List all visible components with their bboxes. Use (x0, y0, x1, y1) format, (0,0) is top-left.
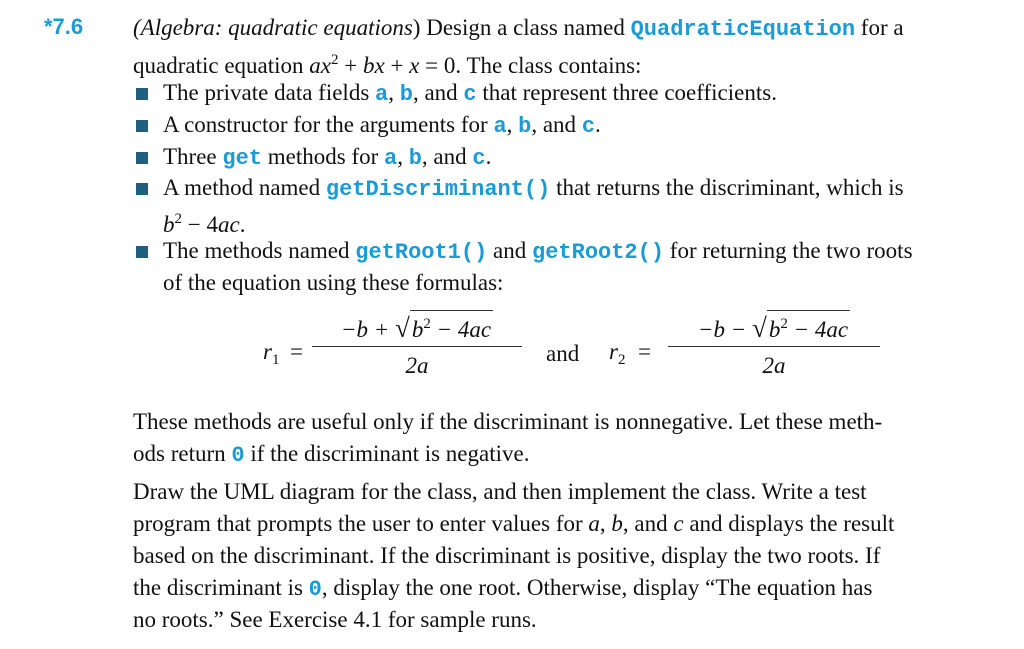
text-segment: b (163, 212, 175, 237)
text-segment: A constructor for the arguments for (163, 112, 494, 137)
text-segment: and displays the result (683, 511, 895, 536)
text-segment: ) Design a class named (412, 15, 631, 40)
text-segment: x (409, 53, 420, 78)
text-segment: for returning the two roots (664, 238, 913, 263)
text-line (133, 46, 641, 80)
text-segment: ods return (133, 441, 232, 466)
r2-equals: = (638, 339, 651, 364)
code-term: b (399, 82, 413, 107)
text-segment: for a (855, 15, 904, 40)
bullet-icon (136, 152, 148, 164)
bullet-item (163, 79, 777, 109)
text-segment: c (673, 511, 684, 536)
text-segment: − 4 (182, 212, 218, 237)
text-segment: (Algebra: quadratic equations (133, 15, 413, 40)
code-term: b (518, 114, 532, 139)
text-line (133, 440, 529, 470)
text-segment: the discriminant is (133, 575, 309, 600)
text-segment: b (611, 511, 623, 536)
bullet-item (163, 174, 904, 204)
code-term: getRoot1() (355, 240, 488, 265)
text-segment: quadratic equation (133, 53, 310, 78)
bullet-icon (136, 120, 148, 132)
code-term: QuadraticEquation (630, 17, 856, 42)
text-segment: , and (421, 144, 473, 169)
text-segment: that returns the discriminant, which is (550, 175, 904, 200)
text-segment: + (384, 53, 410, 78)
code-term: c (463, 82, 477, 107)
code-term: a (384, 146, 398, 171)
text-segment: , and (622, 511, 674, 536)
r1-equals: = (290, 339, 303, 364)
r2-label: $r_2$ (609, 339, 626, 368)
text-line (133, 478, 867, 506)
text-line (133, 14, 904, 44)
exercise-number: *7.6 (44, 14, 84, 39)
text-segment: based on the discriminant. If the discriminant is positive, display the two roots. If (133, 543, 881, 568)
r1-label: $r_1$ (263, 339, 280, 368)
bullet-icon (136, 183, 148, 195)
bullet-icon (136, 88, 148, 100)
text-segment: , display the one root. Otherwise, display “The equation has (321, 575, 873, 600)
code-term: a (493, 114, 507, 139)
text-segment: that represent three coefficients. (476, 80, 777, 105)
bullet-item (163, 111, 601, 141)
code-term: c (581, 114, 596, 139)
bullet-item (163, 237, 913, 267)
text-segment: . (485, 144, 492, 169)
text-segment: ax (309, 53, 331, 78)
text-segment: a (588, 511, 600, 536)
code-term: 0 (308, 577, 322, 602)
text-segment: and (487, 238, 533, 263)
text-line (163, 205, 245, 239)
text-segment: 2 (330, 52, 339, 68)
text-segment: The private data fields (163, 80, 376, 105)
code-term: a (375, 82, 389, 107)
text-segment: , (506, 112, 519, 137)
code-term: getRoot2() (532, 240, 665, 265)
code-term: c (472, 146, 486, 171)
text-segment: . (595, 112, 601, 137)
bullet-icon (136, 246, 148, 258)
r2-fraction: $\frac{-b - √b^2 - 4ac}{2a}$ (668, 310, 880, 379)
text-segment: , and (412, 80, 464, 105)
and-word: and (546, 341, 580, 366)
text-segment: ac (217, 212, 240, 237)
text-segment: no roots.” See Exercise 4.1 for sample runs. (133, 607, 537, 632)
text-segment: , (599, 511, 612, 536)
text-segment: These methods are useful only if the discriminant is nonnegative. Let these meth- (133, 409, 883, 434)
r1-fraction: $\frac{-b + √b^2 - 4ac}{2a}$ (312, 310, 522, 379)
text-segment: methods for (262, 144, 385, 169)
text-segment: , (388, 80, 400, 105)
text-segment: if the discriminant is negative. (244, 441, 530, 466)
text-line (133, 542, 880, 570)
text-segment: Draw the UML diagram for the class, and then implement the class. Write a test (133, 479, 867, 504)
code-term: getDiscriminant() (325, 177, 551, 202)
text-line (133, 510, 894, 538)
text-segment: , and (531, 112, 582, 137)
text-line (163, 269, 503, 297)
code-term: 0 (231, 443, 245, 468)
bullet-item (163, 143, 491, 173)
text-line (133, 606, 537, 634)
text-segment: The methods named (163, 238, 356, 263)
text-segment: Three (163, 144, 223, 169)
code-term: b (408, 146, 422, 171)
text-segment: , (397, 144, 409, 169)
text-segment: + (338, 53, 363, 78)
text-line (133, 574, 872, 604)
text-line (133, 408, 882, 436)
text-segment: 2 (174, 211, 182, 227)
text-segment: program that prompts the user to enter values for (133, 511, 589, 536)
code-term: get (222, 146, 262, 171)
text-segment: . (239, 212, 246, 237)
text-segment: A method named (163, 175, 326, 200)
text-segment: = 0. The class contains: (419, 53, 642, 78)
text-segment: bx (362, 53, 385, 78)
text-segment: of the equation using these formulas: (163, 270, 504, 295)
